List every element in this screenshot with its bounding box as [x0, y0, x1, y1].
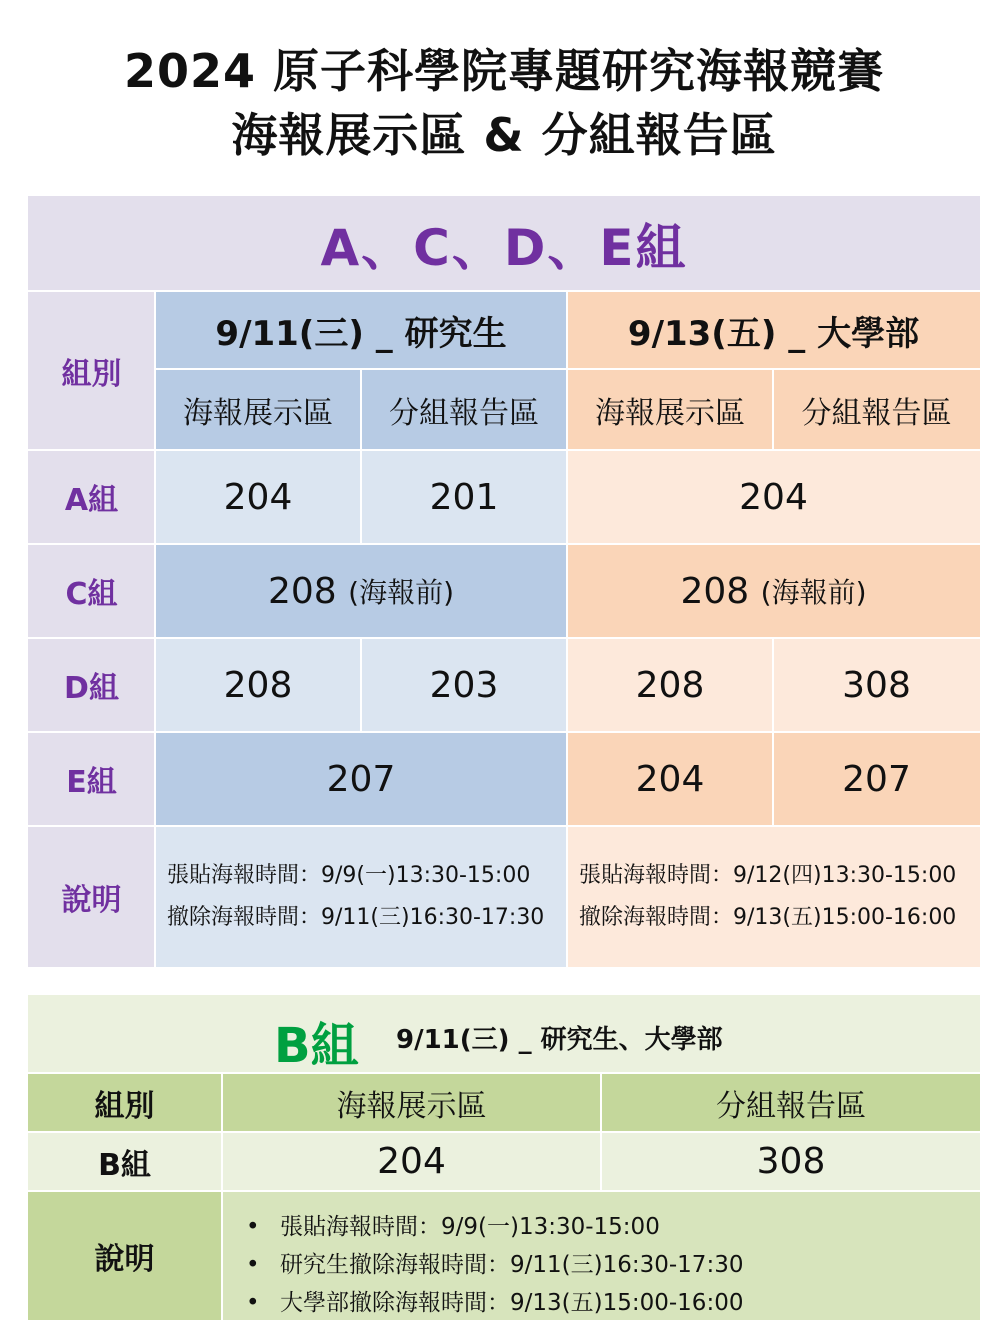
grid-line: [154, 291, 156, 967]
e-day2-report-room: 207: [773, 732, 980, 826]
notes-label: 說明: [28, 826, 155, 967]
grid-line: [360, 638, 362, 732]
table-b-subheader: 9/11(三) _ 研究生、大學部: [396, 1025, 723, 1055]
grid-line: [772, 638, 774, 826]
row-label-d: D組: [28, 638, 155, 732]
e-day2-poster-room: 204: [567, 732, 773, 826]
c-day1-room-note: (海報前): [348, 576, 455, 609]
c-day2-room-note: (海報前): [760, 576, 867, 609]
grid-line: [566, 291, 568, 967]
page-title: 2024 原子科學院專題研究海報競賽: [123, 44, 885, 98]
day2-header: 9/13(五) _ 大學部: [567, 291, 980, 369]
b-notes-list: [246, 1208, 743, 1322]
c-day1-room: [155, 544, 567, 638]
day1-report-area-header: 分組報告區: [361, 369, 567, 450]
a-day1-poster-room: 204: [155, 450, 361, 544]
day2-notes: [567, 826, 980, 967]
grid-line: [28, 825, 980, 827]
grid-line: [28, 449, 980, 451]
d-day2-report-room: 308: [773, 638, 980, 732]
row-label-c: C組: [28, 544, 155, 638]
b-report-area-header: 分組報告區: [602, 1074, 980, 1131]
group-column-header: 組別: [28, 291, 155, 450]
grid-line: [28, 543, 980, 545]
c-day2-room: [567, 544, 980, 638]
day1-notes: [155, 826, 567, 967]
grid-line: [28, 731, 980, 733]
row-label-e: E組: [28, 732, 155, 826]
c-day2-room-number: 208: [680, 570, 750, 612]
day2-poster-area-header: 海報展示區: [567, 369, 773, 450]
page-subtitle: 海報展示區 & 分組報告區: [231, 108, 777, 162]
a-day2-room: 204: [567, 450, 980, 544]
grid-line: [772, 369, 774, 450]
table-b-header: B組: [274, 1018, 359, 1074]
day1-header: 9/11(三) _ 研究生: [155, 291, 567, 369]
row-label-a: A組: [28, 450, 155, 544]
grid-line: [28, 290, 980, 292]
d-day1-poster-room: 208: [155, 638, 361, 732]
b-poster-area-header: 海報展示區: [223, 1074, 600, 1131]
b-poster-room: 204: [223, 1133, 600, 1190]
b-notes-label: 說明: [28, 1192, 221, 1320]
d-day2-poster-room: 208: [567, 638, 773, 732]
table-acde-header: A、C、D、E組: [28, 196, 980, 291]
a-day1-report-room: 201: [361, 450, 567, 544]
table-b-header-row: [28, 995, 980, 1072]
grid-line: [360, 369, 362, 544]
day1-note-remove-time: 撤除海報時間：9/11(三)16:30-17:30: [167, 904, 545, 930]
day1-poster-area-header: 海報展示區: [155, 369, 361, 450]
b-group-column-header: 組別: [28, 1074, 221, 1131]
b-report-room: 308: [602, 1133, 980, 1190]
c-day1-room-number: 208: [267, 570, 337, 612]
schedule-table-acde: [28, 196, 980, 967]
day2-note-remove-time: 撤除海報時間：9/13(五)15:00-16:00: [579, 904, 957, 930]
grid-line: [28, 637, 980, 639]
e-day1-room: 207: [155, 732, 567, 826]
row-label-b: B組: [28, 1133, 221, 1190]
day1-note-post-time: 張貼海報時間：9/9(一)13:30-15:00: [167, 862, 531, 888]
b-note-post-time: • 張貼海報時間：9/9(一)13:30-15:00: [246, 1208, 743, 1246]
day2-note-post-time: 張貼海報時間：9/12(四)13:30-15:00: [579, 862, 957, 888]
b-note-undergrad-remove-time: • 大學部撤除海報時間：9/13(五)15:00-16:00: [246, 1284, 743, 1322]
d-day1-report-room: 203: [361, 638, 567, 732]
b-note-grad-remove-time: • 研究生撤除海報時間：9/11(三)16:30-17:30: [246, 1246, 743, 1284]
day2-report-area-header: 分組報告區: [773, 369, 980, 450]
